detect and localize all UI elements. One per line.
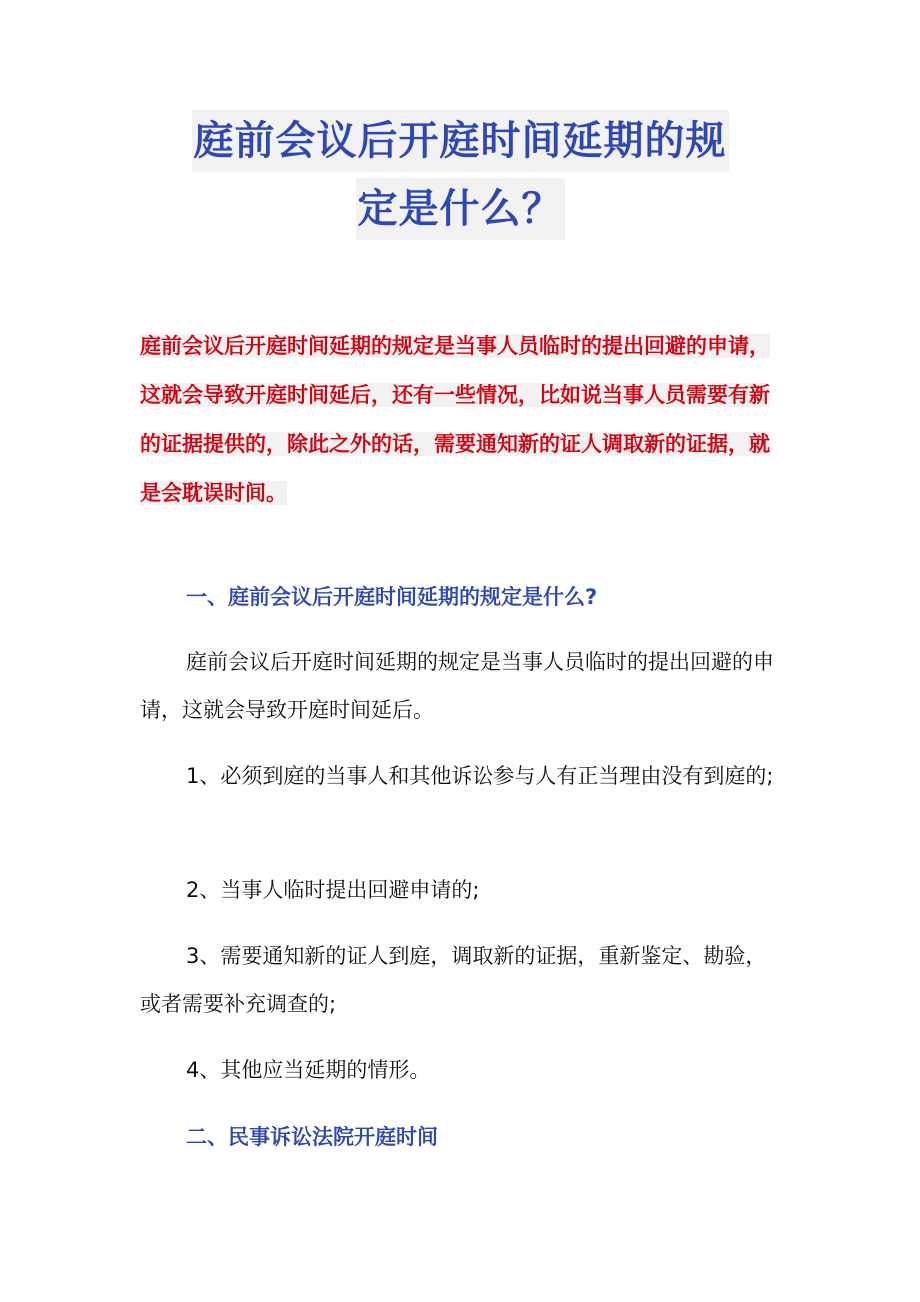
list-item-2: 2、当事人临时提出回避申请的; [186,878,480,902]
document-title [140,110,780,240]
summary-text: 庭前会议后开庭时间延期的规定是当事人员临时的提出回避的申请，这就会导致开庭时间延后，还有一些情况，比如说当事人员需要有新的证据提供的，除此之外的话，需要通知新的证人调取新的证据，就是会耽误时间。 [140,334,770,505]
list-item-1: 1、必须到庭的当事人和其他诉讼参与人有正当理由没有到庭的; [186,764,774,788]
section-heading-2: 二、民事诉讼法院开庭时间 [186,1125,438,1149]
summary-paragraph [140,322,780,518]
title-line-2: 定是什么？ [356,178,565,240]
list-item-3: 3、需要通知新的证人到庭，调取新的证据，重新鉴定、勘验，或者需要补充调查的; [140,944,767,1016]
section-heading-1: 一、庭前会议后开庭时间延期的规定是什么? [186,585,598,609]
list-item-4: 4、其他应当延期的情形。 [186,1058,431,1082]
section1-intro: 庭前会议后开庭时间延期的规定是当事人员临时的提出回避的申请，这就会导致开庭时间延后。 [140,650,774,722]
title-line-1: 庭前会议后开庭时间延期的规 [192,110,729,172]
